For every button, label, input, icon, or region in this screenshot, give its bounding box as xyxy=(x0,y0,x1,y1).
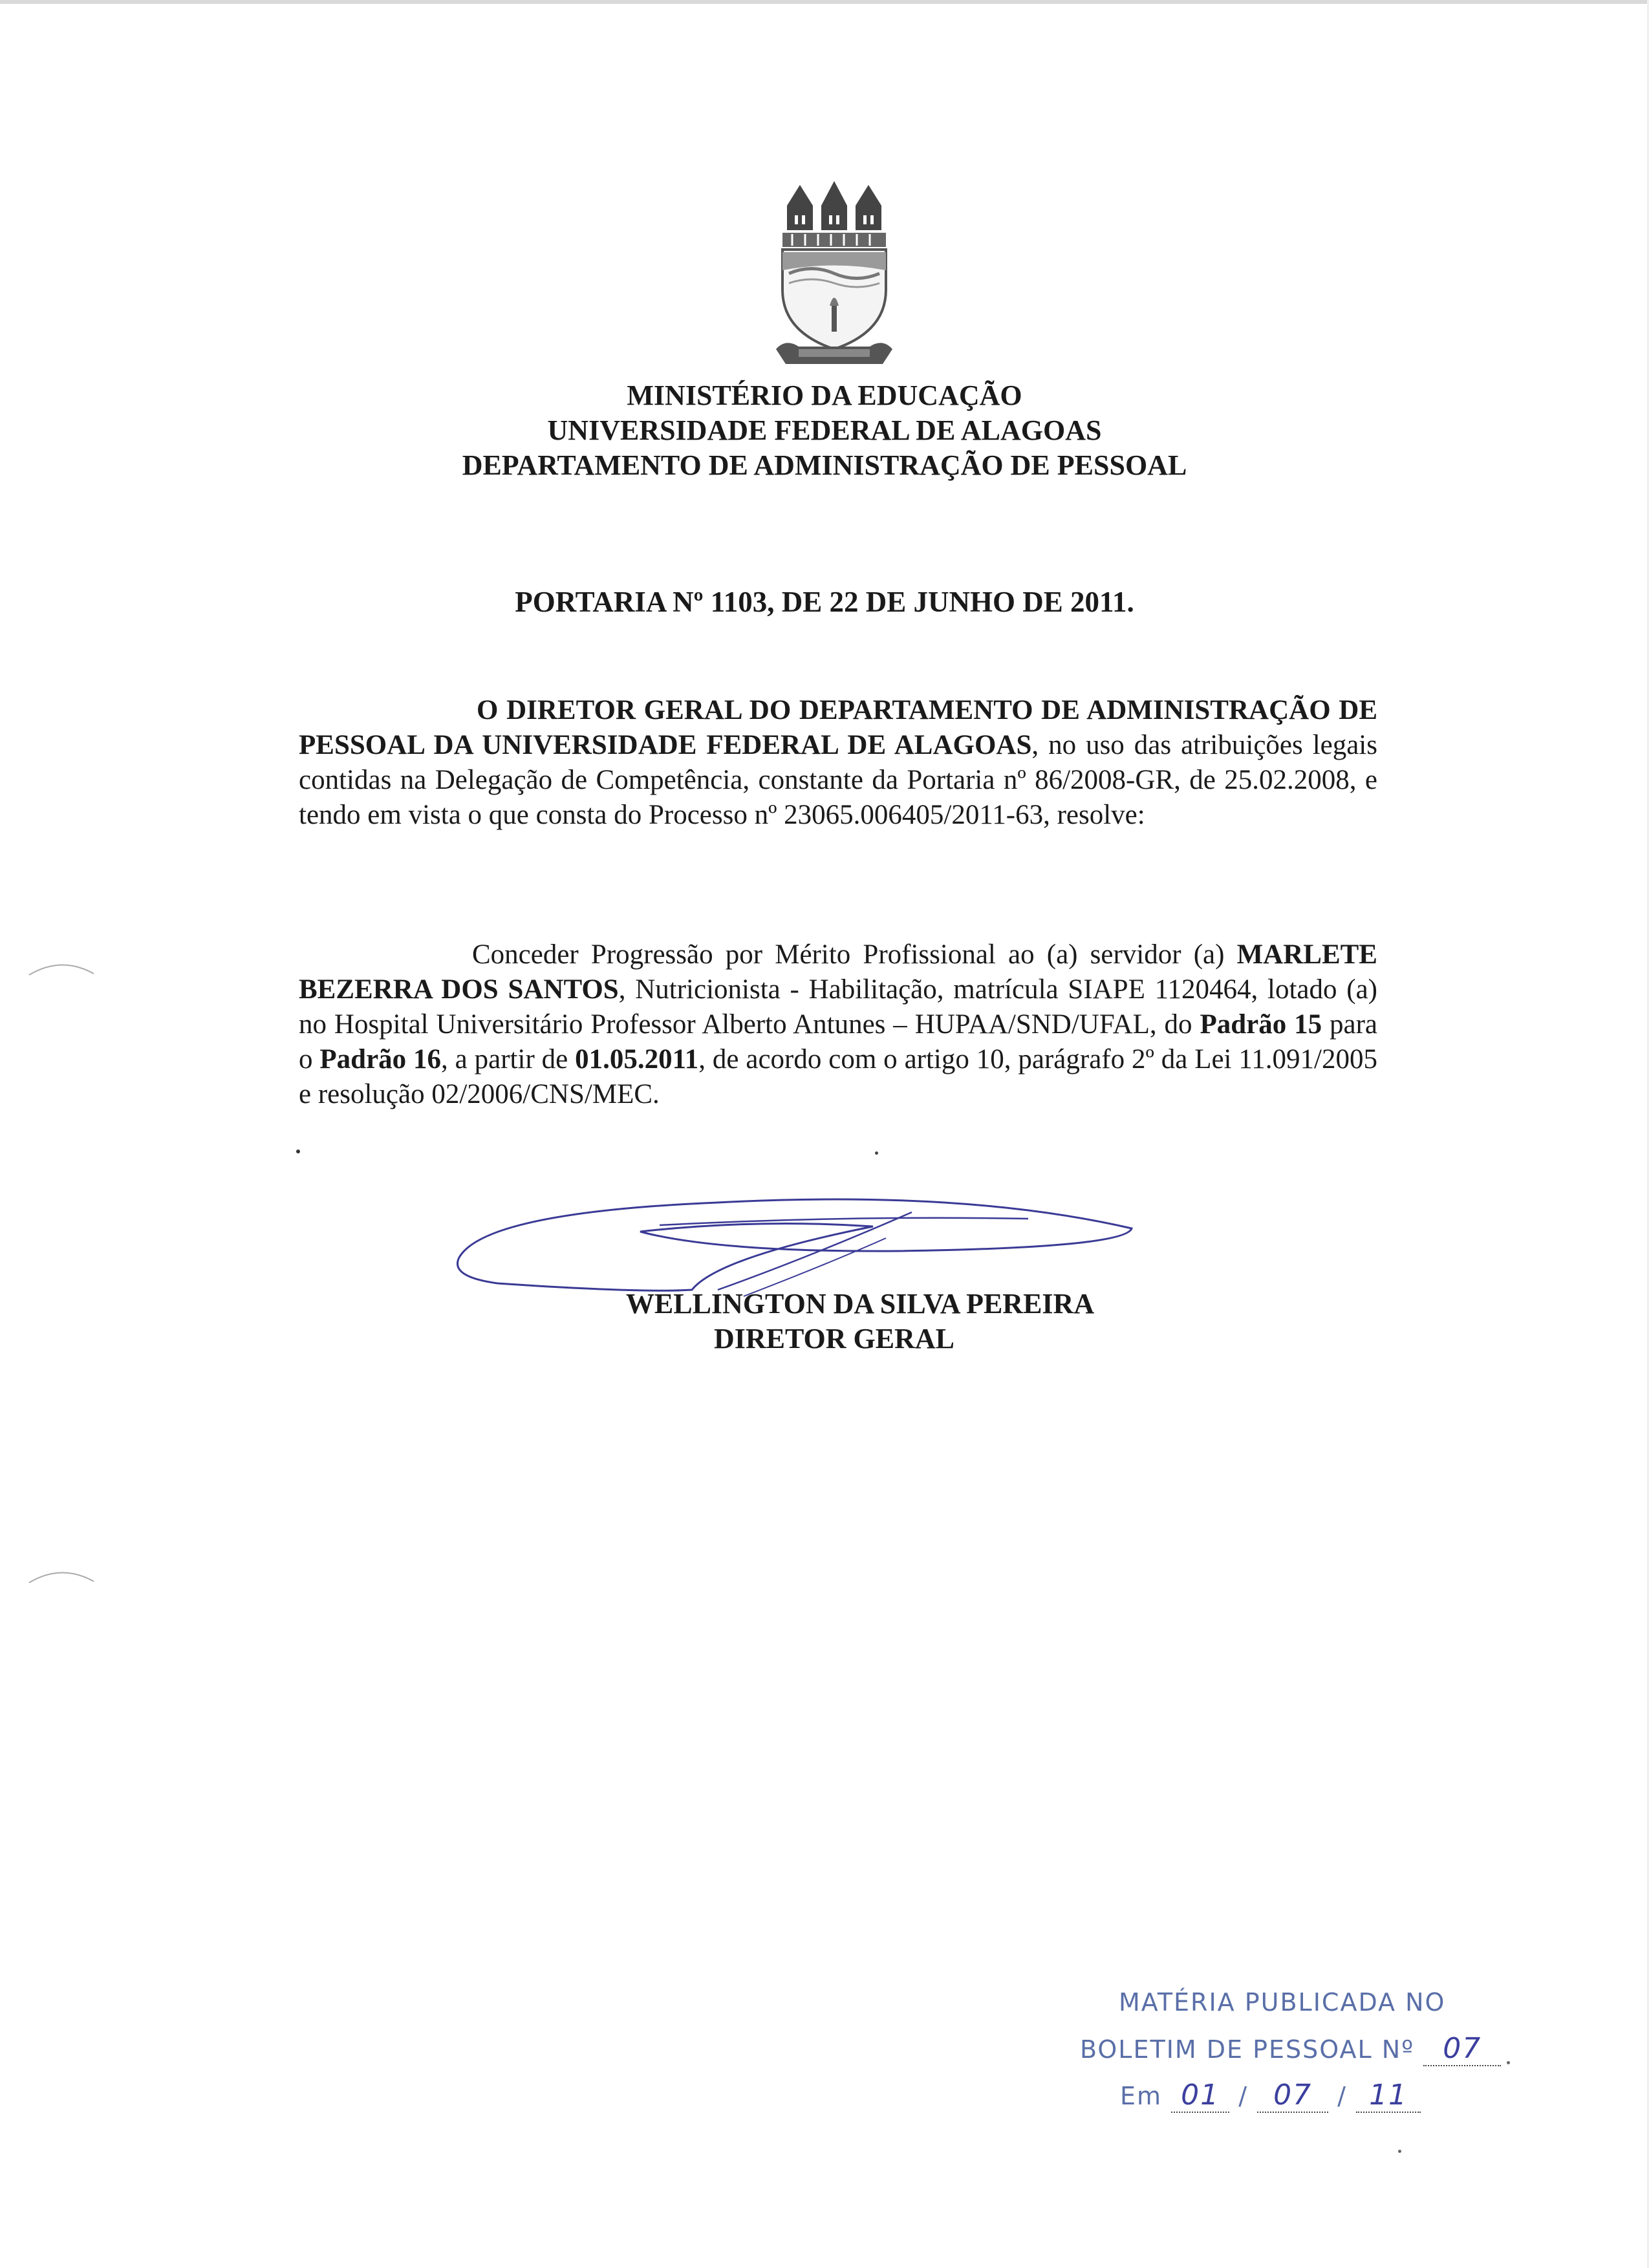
employee-name: MARLETE BEZERRA DOS SANTOS xyxy=(299,939,1377,1005)
stamp-line-2 xyxy=(1080,2032,1501,2066)
hole-punch-mark xyxy=(26,956,97,981)
preamble-paragraph xyxy=(299,693,1377,833)
resolution-text-5: , de acordo com o artigo 10, parágrafo 2º da Lei 11.091/2005 e resolução 02/2006/CNS/MEC. xyxy=(299,1044,1377,1109)
signature xyxy=(446,1180,1145,1303)
header-university: UNIVERSIDADE FEDERAL DE ALAGOAS xyxy=(547,414,1102,446)
stamp-line-3: Em 01 / 07 / 11 xyxy=(1120,2079,1421,2113)
document-header xyxy=(0,378,1649,483)
header-department: DEPARTAMENTO DE ADMINISTRAÇÃO DE PESSOAL xyxy=(462,449,1187,481)
preamble-authority: O DIRETOR GERAL DO DEPARTAMENTO DE ADMINISTRAÇÃO DE PESSOAL DA UNIVERSIDADE FEDERAL DE ALAGOAS xyxy=(299,695,1377,760)
effective-date: 01.05.2011 xyxy=(575,1044,699,1075)
hole-punch-mark xyxy=(26,1563,97,1589)
stamp-bulletin-number: 07 xyxy=(1423,2032,1501,2066)
stray-mark xyxy=(1398,2150,1401,2153)
resolution-text-3: para o xyxy=(299,1009,1377,1075)
stamp-line-1: MATÉRIA PUBLICADA NO xyxy=(1119,1988,1446,2017)
header-ministry: MINISTÉRIO DA EDUCAÇÃO xyxy=(627,380,1022,411)
resolution-text-1: Conceder Progressão por Mérito Profissional ao (a) servidor (a) xyxy=(472,939,1237,970)
padrao-to: Padrão 16 xyxy=(319,1044,442,1075)
signer-name: WELLINGTON DA SILVA PEREIRA xyxy=(625,1288,1095,1320)
stamp-date-label: Em xyxy=(1120,2082,1163,2110)
ordinance-title: PORTARIA Nº 1103, DE 22 DE JUNHO DE 2011. xyxy=(515,586,1134,618)
scan-edge xyxy=(0,0,1649,4)
stray-mark xyxy=(875,1151,878,1155)
publication-stamp xyxy=(1073,1988,1500,2143)
signer-role: DIRETOR GERAL xyxy=(713,1323,955,1354)
resolution-paragraph xyxy=(299,937,1377,1112)
resolution-text-2: , Nutricionista - Habilitação, matrícula SIAPE 1120464, lotado (a) no Hospital Universitário Professor Alberto Antunes – HUPAA/SND/UFAL, do xyxy=(299,974,1377,1040)
stamp-day: 01 xyxy=(1171,2079,1229,2113)
resolution-text-4: , a partir de xyxy=(441,1044,576,1075)
padrao-from: Padrão 15 xyxy=(1200,1009,1322,1040)
university-crest-logo xyxy=(773,180,896,374)
stray-mark xyxy=(1507,2061,1510,2064)
stamp-year: 11 xyxy=(1356,2079,1421,2113)
stamp-month: 07 xyxy=(1257,2079,1328,2113)
signer-block xyxy=(0,1287,1649,1356)
stamp-bulletin-label: BOLETIM DE PESSOAL Nº xyxy=(1080,2035,1415,2064)
stray-mark xyxy=(296,1150,300,1153)
preamble-text: , no uso das atribuições legais contidas na Delegação de Competência, constante da Portaria nº 86/2008-GR, de 25.02.2008, e tendo em vista o que consta do Processo nº 23065.006405/2011-63, resolve: xyxy=(299,730,1377,830)
